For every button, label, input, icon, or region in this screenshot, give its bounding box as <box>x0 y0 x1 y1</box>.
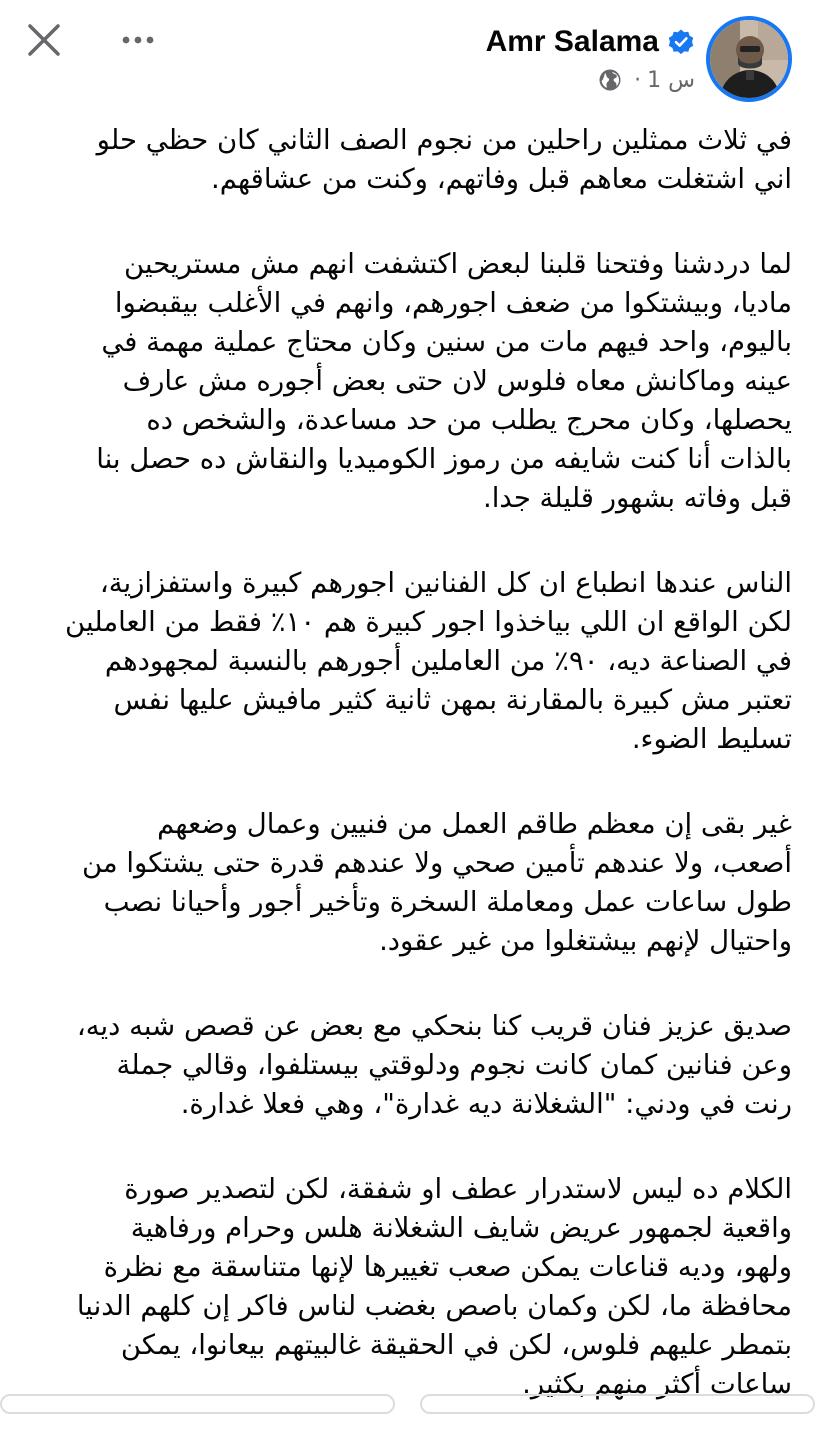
post-text-line: قبل وفاته بشهور قليلة جدا. <box>483 482 792 514</box>
post-text-line: طول ساعات عمل ومعاملة السخرة وتأخير أجور وأحيانا نصب <box>103 886 792 918</box>
more-options-icon <box>112 22 164 58</box>
globe-icon <box>598 68 622 92</box>
avatar-image <box>710 20 788 98</box>
more-options-button[interactable] <box>112 22 164 58</box>
post-text-line: وعن فنانين كمان كانت نجوم ودلوقتي بيستلفوا، وقالي جملة <box>116 1049 792 1081</box>
reaction-button-right[interactable] <box>420 1394 815 1414</box>
close-icon <box>22 18 66 62</box>
post-text-line: محافظة ما، لكن وكمان باصص بغضب لناس فاكر إن كلهم الدنيا <box>76 1290 792 1322</box>
post-text-line: تسليط الضوء. <box>631 723 792 755</box>
post-text-line: واحتيال لإنهم بيشتغلوا من غير عقود. <box>379 925 792 957</box>
post-meta <box>598 64 695 96</box>
post-text-line: غير بقى إن معظم طاقم العمل من فنيين وعمال وضعهم <box>157 808 792 840</box>
post-text-line: باليوم، واحد فيهم مات من سنين وكان محتاج عملية مهمة في <box>101 326 792 358</box>
post-text-line: بالذات أنا كنت شايفه من رموز الكوميديا والنقاش ده حصل بنا <box>96 443 792 475</box>
reaction-button-left[interactable] <box>0 1394 395 1414</box>
post-text-line: واقعية لجمهور عريض شايف الشغلانة هلس وحرام ورفاهية <box>130 1212 792 1244</box>
post-body <box>22 121 792 1450</box>
post-text-line: ساعات أكثر منهم بكثير. <box>522 1368 792 1400</box>
close-button[interactable] <box>22 18 66 62</box>
post-timestamp[interactable]: 1 س <box>647 67 695 93</box>
post-text-line: تعتبر مش كبيرة بالمقارنة بمهن ثانية كثير مافيش عليها نفس <box>113 684 792 716</box>
post-paragraph <box>22 805 792 961</box>
post-text-line: ولهو، وديه قناعات يمكن صعب تغييرها لإنها متناسقة مع نظرة <box>103 1251 792 1283</box>
post-text-line: رنت في ودني: "الشغلانة ديه غدارة"، وهي فعلا غدارة. <box>180 1088 792 1120</box>
post-text-line: عينه وماكانش معاه فلوس لان حتى بعض أجوره مش عارف <box>122 365 792 397</box>
post-text-line: اني اشتغلت معاهم قبل وفاتهم، وكنت من عشاقهم. <box>210 163 792 195</box>
author-name[interactable]: Amr Salama <box>485 25 659 58</box>
post-text-line: الناس عندها انطباع ان كل الفنانين اجورهم كبيرة واستفزازية، <box>99 567 792 599</box>
post-text-line: في ثلاث ممثلين راحلين من نجوم الصف الثاني كان حظي حلو <box>96 124 792 156</box>
post-text-line: بتمطر عليهم فلوس، لكن في الحقيقة غالبيتهم بيعانوا، يمكن <box>120 1329 792 1361</box>
post-paragraph <box>22 245 792 518</box>
post-text-line: صديق عزيز فنان قريب كنا بنحكي مع بعض عن قصص شبه ديه، <box>76 1010 792 1042</box>
post-text-line: الكلام ده ليس لاستدرار عطف او شفقة، لكن لتصدير صورة <box>124 1173 792 1205</box>
post-text-line: ماديا، وبيشتكوا من ضعف اجورهم، وانهم في الأغلب بيقبضوا <box>114 287 792 319</box>
post-text-line: يحصلها، وكان محرج يطلب من حد مساعدة، والشخص ده <box>146 404 792 436</box>
post-header <box>0 0 815 120</box>
meta-separator: · <box>634 67 642 93</box>
verified-badge-icon <box>667 28 695 56</box>
author-avatar[interactable] <box>706 16 792 102</box>
post-paragraph <box>22 1007 792 1124</box>
reaction-bar <box>0 1394 815 1404</box>
post-text-line: لما دردشنا وفتحنا قلبنا لبعض اكتشفت انهم مش مستريحين <box>123 248 792 280</box>
post-text-line: لكن الواقع ان اللي بياخذوا اجور كبيرة هم ١٠٪ فقط من العاملين <box>65 606 792 638</box>
post-paragraph <box>22 121 792 199</box>
post-paragraph <box>22 564 792 759</box>
author-row <box>486 22 695 62</box>
post-text-line: أصعب، ولا عندهم تأمين صحي ولا عندهم قدرة حتى يشتكوا من <box>81 847 792 879</box>
post-text-line: في الصناعة ديه، ٩٠٪ من العاملين أجورهم بالنسبة لمجهودهم <box>104 645 792 677</box>
post-paragraph <box>22 1170 792 1404</box>
